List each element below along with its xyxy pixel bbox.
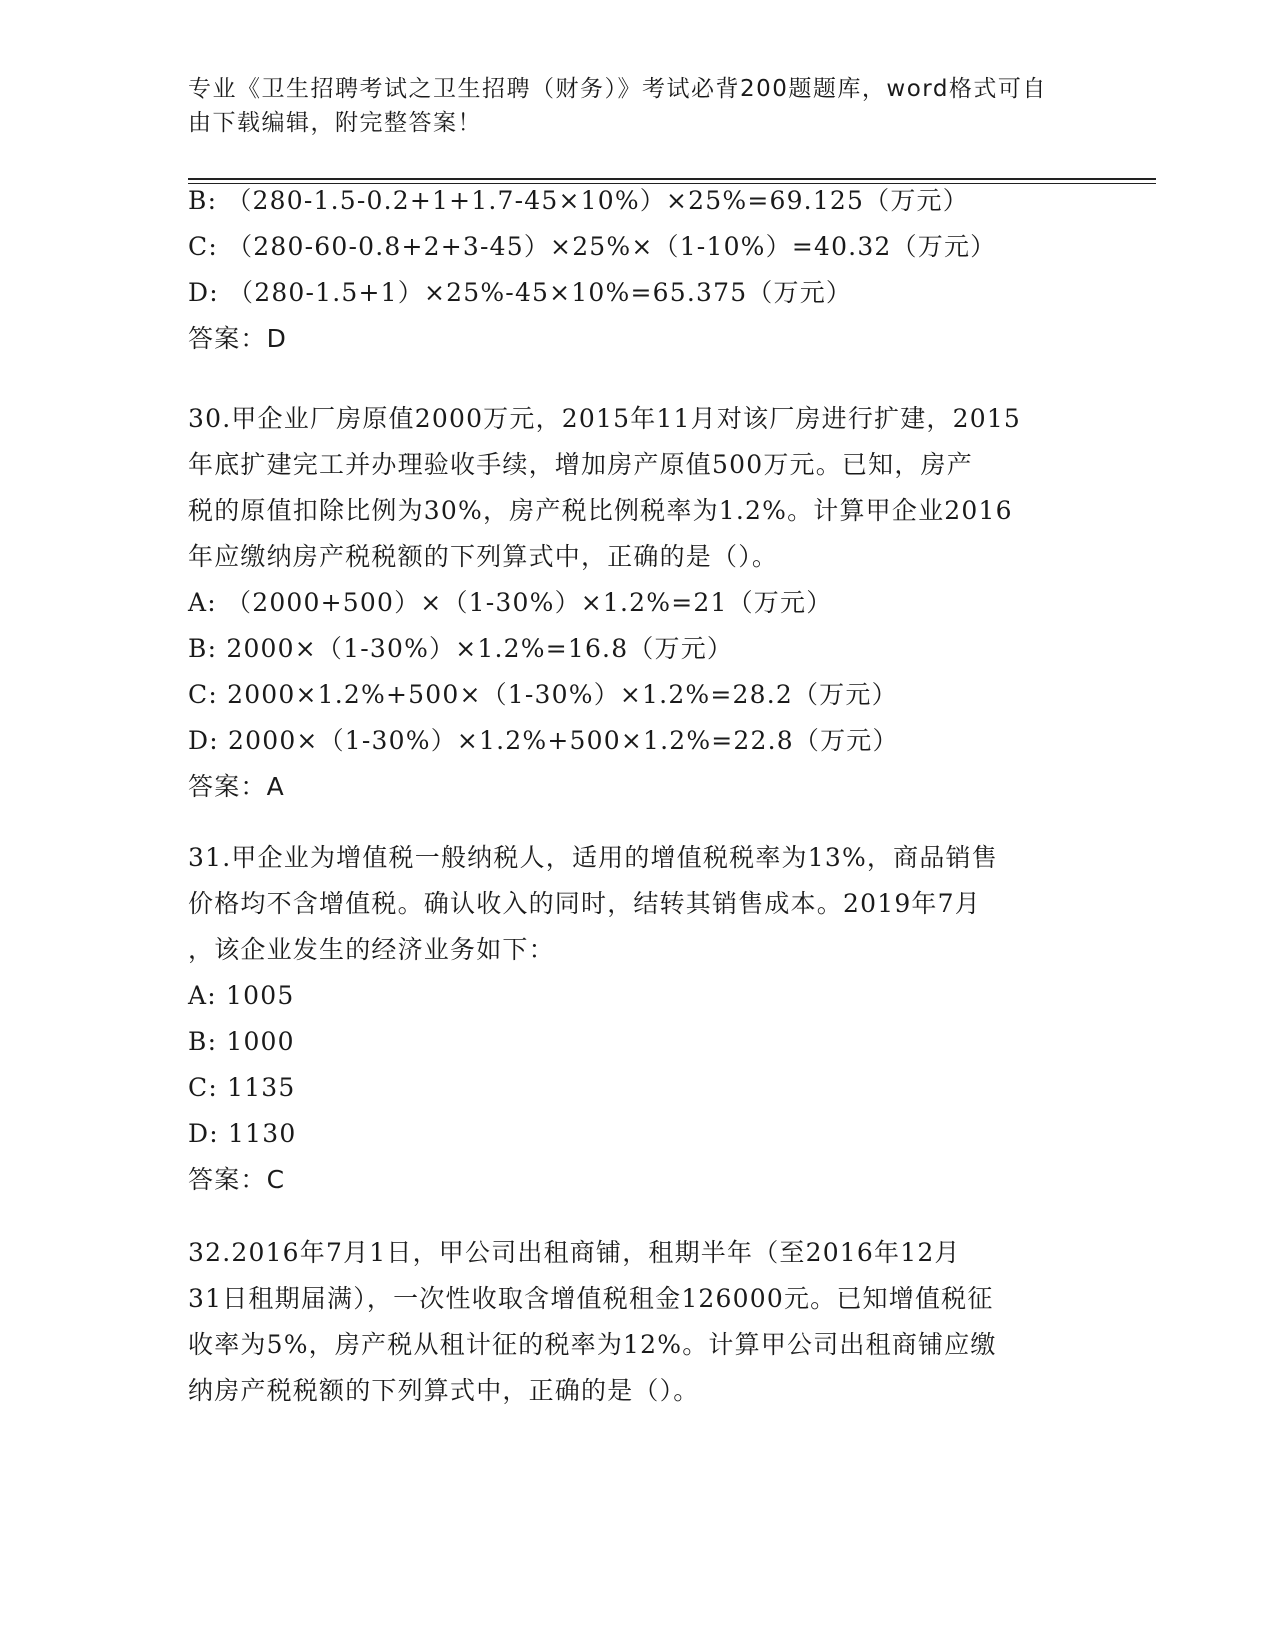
question-stem-line: 年底扩建完工并办理验收手续，增加房产原值500万元。已知，房产: [188, 450, 973, 479]
question-stem-line: 价格均不含增值税。确认收入的同时，结转其销售成本。2019年7月: [188, 889, 981, 918]
option-c: C: （280-60-0.8+2+3-45）×25%×（1-10%）=40.32（万元）: [188, 232, 997, 261]
option-a: A: 1005: [188, 981, 295, 1010]
option-d: D: 2000×（1-30%）×1.2%+500×1.2%=22.8（万元）: [188, 726, 899, 755]
question-stem-line: 30.甲企业厂房原值2000万元，2015年11月对该厂房进行扩建，2015: [188, 404, 1022, 433]
option-b: B: 1000: [188, 1027, 295, 1056]
question-stem-line: 32.2016年7月1日，甲公司出租商铺，租期半年（至2016年12月: [188, 1238, 961, 1267]
option-b: B: 2000×（1-30%）×1.2%=16.8（万元）: [188, 634, 734, 663]
header-line-2: 由下载编辑，附完整答案！: [188, 110, 482, 136]
question-32: [188, 1230, 1088, 1414]
question-stem-line: 纳房产税税额的下列算式中，正确的是（）。: [188, 1376, 700, 1405]
answer: 答案：A: [188, 772, 285, 801]
question-29: [188, 178, 1088, 362]
answer: 答案：C: [188, 1165, 286, 1194]
question-31: [188, 835, 1088, 1203]
question-stem-line: ，该企业发生的经济业务如下：: [188, 935, 555, 964]
document-header: [188, 72, 1088, 140]
header-line-1: 专业《卫生招聘考试之卫生招聘（财务）》考试必背200题题库，word格式可自: [188, 76, 1047, 102]
option-a: A: （2000+500）×（1-30%）×1.2%=21（万元）: [188, 588, 833, 617]
option-c: C: 1135: [188, 1073, 296, 1102]
answer: 答案：D: [188, 324, 288, 353]
question-stem-line: 税的原值扣除比例为30%，房产税比例税率为1.2%。计算甲企业2016: [188, 496, 1013, 525]
option-d: D: （280-1.5+1）×25%-45×10%=65.375（万元）: [188, 278, 853, 307]
question-30: [188, 396, 1088, 810]
option-b: B: （280-1.5-0.2+1+1.7-45×10%）×25%=69.125（万元）: [188, 186, 969, 215]
option-d: D: 1130: [188, 1119, 297, 1148]
question-stem-line: 年应缴纳房产税税额的下列算式中，正确的是（）。: [188, 542, 779, 571]
question-stem-line: 31日租期届满），一次性收取含增值税租金126000元。已知增值税征: [188, 1284, 994, 1313]
option-c: C: 2000×1.2%+500×（1-30%）×1.2%=28.2（万元）: [188, 680, 898, 709]
question-stem-line: 31.甲企业为增值税一般纳税人，适用的增值税税率为13%，商品销售: [188, 843, 998, 872]
question-stem-line: 收率为5%，房产税从租计征的税率为12%。计算甲公司出租商铺应缴: [188, 1330, 997, 1359]
